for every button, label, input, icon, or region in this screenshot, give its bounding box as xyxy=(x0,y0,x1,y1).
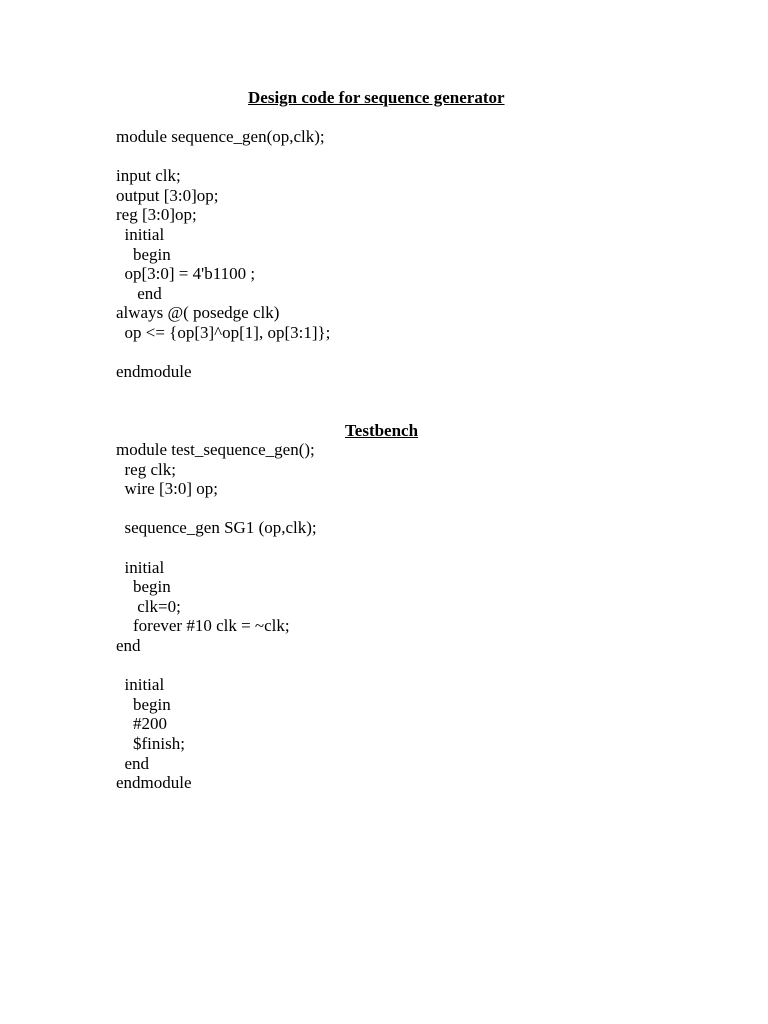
design-code-heading: Design code for sequence generator xyxy=(248,88,505,107)
code-line: #200 xyxy=(116,714,167,734)
design-code-block xyxy=(116,127,330,382)
code-line xyxy=(116,343,330,363)
code-line: end xyxy=(116,753,150,773)
code-line: op <= {op[3]^op[1], op[3:1]}; xyxy=(116,322,331,342)
code-line: reg clk; xyxy=(116,459,176,479)
code-line: module test_sequence_gen(); xyxy=(116,440,315,459)
code-line: endmodule xyxy=(116,773,192,793)
code-line: input clk; xyxy=(116,166,181,186)
code-line: end xyxy=(116,635,141,655)
code-line: initial xyxy=(116,557,165,577)
code-line: begin xyxy=(116,577,171,597)
code-line: output [3:0]op; xyxy=(116,185,219,205)
code-line: module sequence_gen(op,clk); xyxy=(116,127,325,146)
code-line: reg [3:0]op; xyxy=(116,205,197,225)
code-line: initial xyxy=(116,675,165,695)
testbench-code-block xyxy=(116,440,317,793)
code-line: begin xyxy=(116,244,171,264)
code-line xyxy=(116,538,317,558)
code-line: always @( posedge clk) xyxy=(116,303,280,323)
code-line: op[3:0] = 4'b1100 ; xyxy=(116,264,256,284)
code-line xyxy=(116,147,330,167)
code-line: end xyxy=(116,283,162,303)
code-line: clk=0; xyxy=(116,596,181,616)
testbench-heading: Testbench xyxy=(345,421,419,440)
code-line: begin xyxy=(116,694,171,714)
code-line: initial xyxy=(116,224,165,244)
code-line: sequence_gen SG1 (op,clk); xyxy=(116,518,317,538)
code-line: endmodule xyxy=(116,362,192,382)
code-line: forever #10 clk = ~clk; xyxy=(116,616,290,636)
code-line xyxy=(116,656,317,676)
code-line: wire [3:0] op; xyxy=(116,479,218,499)
code-line: $finish; xyxy=(116,733,185,753)
code-line xyxy=(116,499,317,519)
